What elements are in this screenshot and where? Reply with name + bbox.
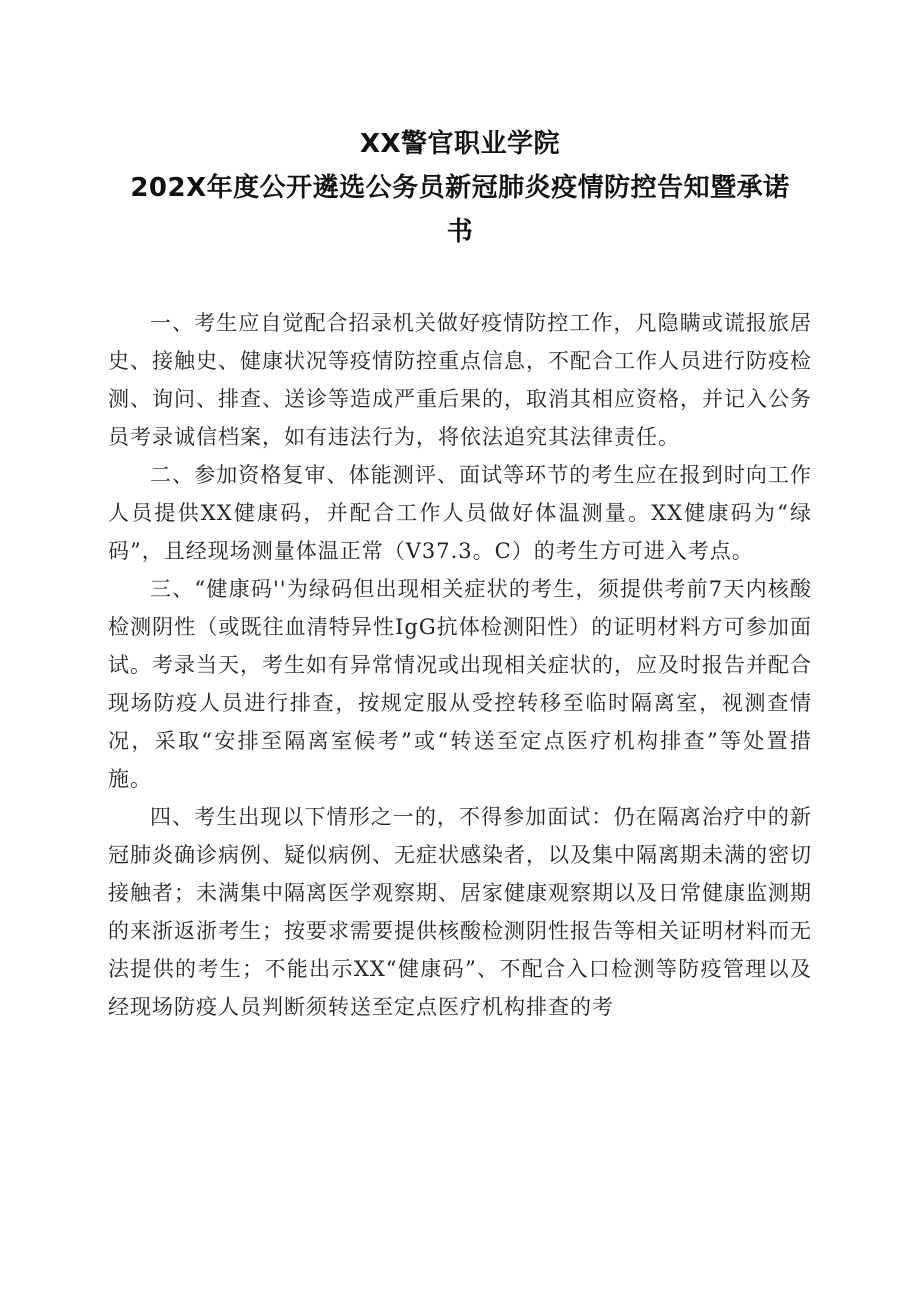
document-body bbox=[108, 304, 812, 1026]
title-line-end: 书 bbox=[446, 217, 474, 247]
paragraph-3: 三、“健康码''为绿码但出现相关症状的考生，须提供考前7天内核酸检测阴性（或既往血清特异性IgG抗体检测阳性）的证明材料方可参加面试。考录当天，考生如有异常情况或出现相关症状的，应及时报告并配合现场防疫人员进行排查，按规定服从受控转移至临时隔离室，视测查情况，采取“安排至隔离室候考”或“转送至定点医疗机构排查”等处置措施。 bbox=[108, 577, 812, 791]
paragraph-2: 二、参加资格复审、体能测评、面试等环节的考生应在报到时向工作人员提供XX健康码，并配合工作人员做好体温测量。XX健康码为“绿码”，且经现场测量体温正常（V37.3。C）的考生方可进入考点。 bbox=[108, 463, 812, 563]
title-line-notice: 202X年度公开遴选公务员新冠肺炎疫情防控告知暨承诺 bbox=[130, 173, 790, 203]
document-title bbox=[108, 122, 812, 254]
paragraph-4: 四、考生出现以下情形之一的，不得参加面试：仍在隔离治疗中的新冠肺炎确诊病例、疑似病例、无症状感染者，以及集中隔离期未满的密切接触者；未满集中隔离医学观察期、居家健康观察期以及日常健康监测期的来浙返浙考生；按要求需要提供核酸检测阴性报告等相关证明材料而无法提供的考生；不能出示XX“健康码”、不配合入口检测等防疫管理以及经现场防疫人员判断须转送至定点医疗机构排查的考 bbox=[108, 805, 812, 1019]
paragraph-1: 一、考生应自觉配合招录机关做好疫情防控工作，凡隐瞒或谎报旅居史、接触史、健康状况等疫情防控重点信息，不配合工作人员进行防疫检测、询问、排查、送诊等造成严重后果的，取消其相应资格，并记入公务员考录诚信档案，如有违法行为，将依法追究其法律责任。 bbox=[108, 311, 812, 449]
title-line-institution: XX警官职业学院 bbox=[359, 129, 561, 159]
